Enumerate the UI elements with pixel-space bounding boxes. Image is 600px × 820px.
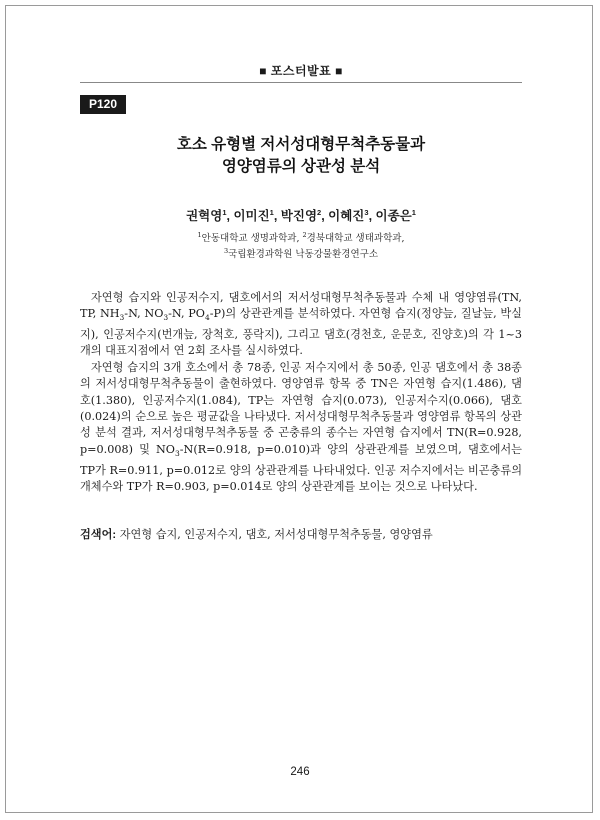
subscript: 4 <box>204 313 210 323</box>
subscript: 3 <box>163 313 169 323</box>
affiliation-text: 국립환경과학원 낙동강물환경연구소 <box>228 249 378 261</box>
keywords-text: 자연형 습지, 인공저수지, 댐호, 저서성대형무척추동물, 영양염류 <box>116 528 433 541</box>
text-run: -N, PO <box>168 307 205 321</box>
author-name: 이혜진 <box>328 209 365 223</box>
paper-title <box>80 134 522 178</box>
page-number: 246 <box>290 766 310 778</box>
author-sup: 2 <box>317 207 322 217</box>
author-sup: 1 <box>411 207 416 217</box>
text-run: 자연형 습지의 3개 호소에서 총 78종, 인공 저수지에서 총 50종, 인공 댐호에서 총 38종의 저서성대형무척추동물이 출현하였다. 영양염류 항목 중 TN은 자연형 습지(1.486), 댐호(1.380), 인공저수지(1.084), TP는 자연형 습지(0.073), 인공저수지(0.066), 댐호(0.024)의 순으로 높은 평균값을 나타냈다. 저서성대형무척추동물과 영양염류 항목의 상관성 분석 결과, 저서성대형무척추동물 중 곤충류의 종수는 자연형 습지에서 TN(R=0.928, p=0.008) 및 NO <box>80 360 522 456</box>
author-separator: , <box>226 209 234 223</box>
header-rule <box>80 82 522 83</box>
affiliation-sup: 2 <box>302 231 307 239</box>
text-run: 자연형 습지와 인공저수지, 댐호에서의 저서성대형무척추동물과 수체 내 영양염류(TN, TP, NH <box>80 291 522 321</box>
title-line-2: 영양염류의 상관성 분석 <box>221 158 381 175</box>
affiliation-list <box>80 229 522 261</box>
author-sup: 3 <box>364 207 369 217</box>
author-sup: 1 <box>222 207 227 217</box>
subscript: 3 <box>119 313 125 323</box>
affiliation-line-1 <box>80 229 522 245</box>
affiliation-line-2 <box>80 245 522 261</box>
text-run: -P)의 상관관계를 분석하였다. 자연형 습지(정양늪, 질날늪, 박실지), 인공저수지(번개늪, 장척호, 풍락지), 그리고 댐호(경천호, 운문호, 진양호)의 각 1~3개의 대표지점에서 연 2회 조사를 실시하였다. <box>80 307 522 358</box>
abstract-paragraph-2 <box>80 360 522 495</box>
author-separator: , <box>368 209 376 223</box>
keywords <box>80 527 522 543</box>
subscript: 3 <box>174 449 180 459</box>
affiliation-sup: 1 <box>197 231 202 239</box>
text-run: -N(R=0.918, p=0.010)과 양의 상관관계를 보였으며, 댐호에서는 TP가 R=0.911, p=0.012로 양의 상관관계를 나타내었다. 인공 저수지에서는 비곤충류의 개체수와 TP가 R=0.903, p=0.014로 양의 상관관계를 보이는 것으로 나타났다. <box>80 442 522 493</box>
author-name: 이미진 <box>233 209 270 223</box>
affiliation-text: 안동대학교 생명과학과, <box>201 233 303 245</box>
abstract-body <box>80 290 522 495</box>
section-header: ■ 포스터발표 ■ <box>259 64 343 78</box>
abstract-paragraph-1 <box>80 290 522 360</box>
author-separator: , <box>273 209 281 223</box>
author-list <box>80 206 522 224</box>
author-name: 권혁영 <box>186 209 223 223</box>
keywords-label: 검색어: <box>80 529 117 541</box>
title-line-1: 호소 유형별 저서성대형무척추동물과 <box>176 136 426 153</box>
author-separator: , <box>321 209 329 223</box>
author-sup: 1 <box>269 207 274 217</box>
author-name: 박진영 <box>280 209 318 223</box>
affiliation-sup: 3 <box>224 247 229 256</box>
author-name: 이종은 <box>375 209 412 223</box>
presentation-code-badge: P120 <box>80 95 126 114</box>
text-run: -N, NO <box>124 307 164 321</box>
affiliation-text: 경북대학교 생태과학과, <box>306 233 405 245</box>
